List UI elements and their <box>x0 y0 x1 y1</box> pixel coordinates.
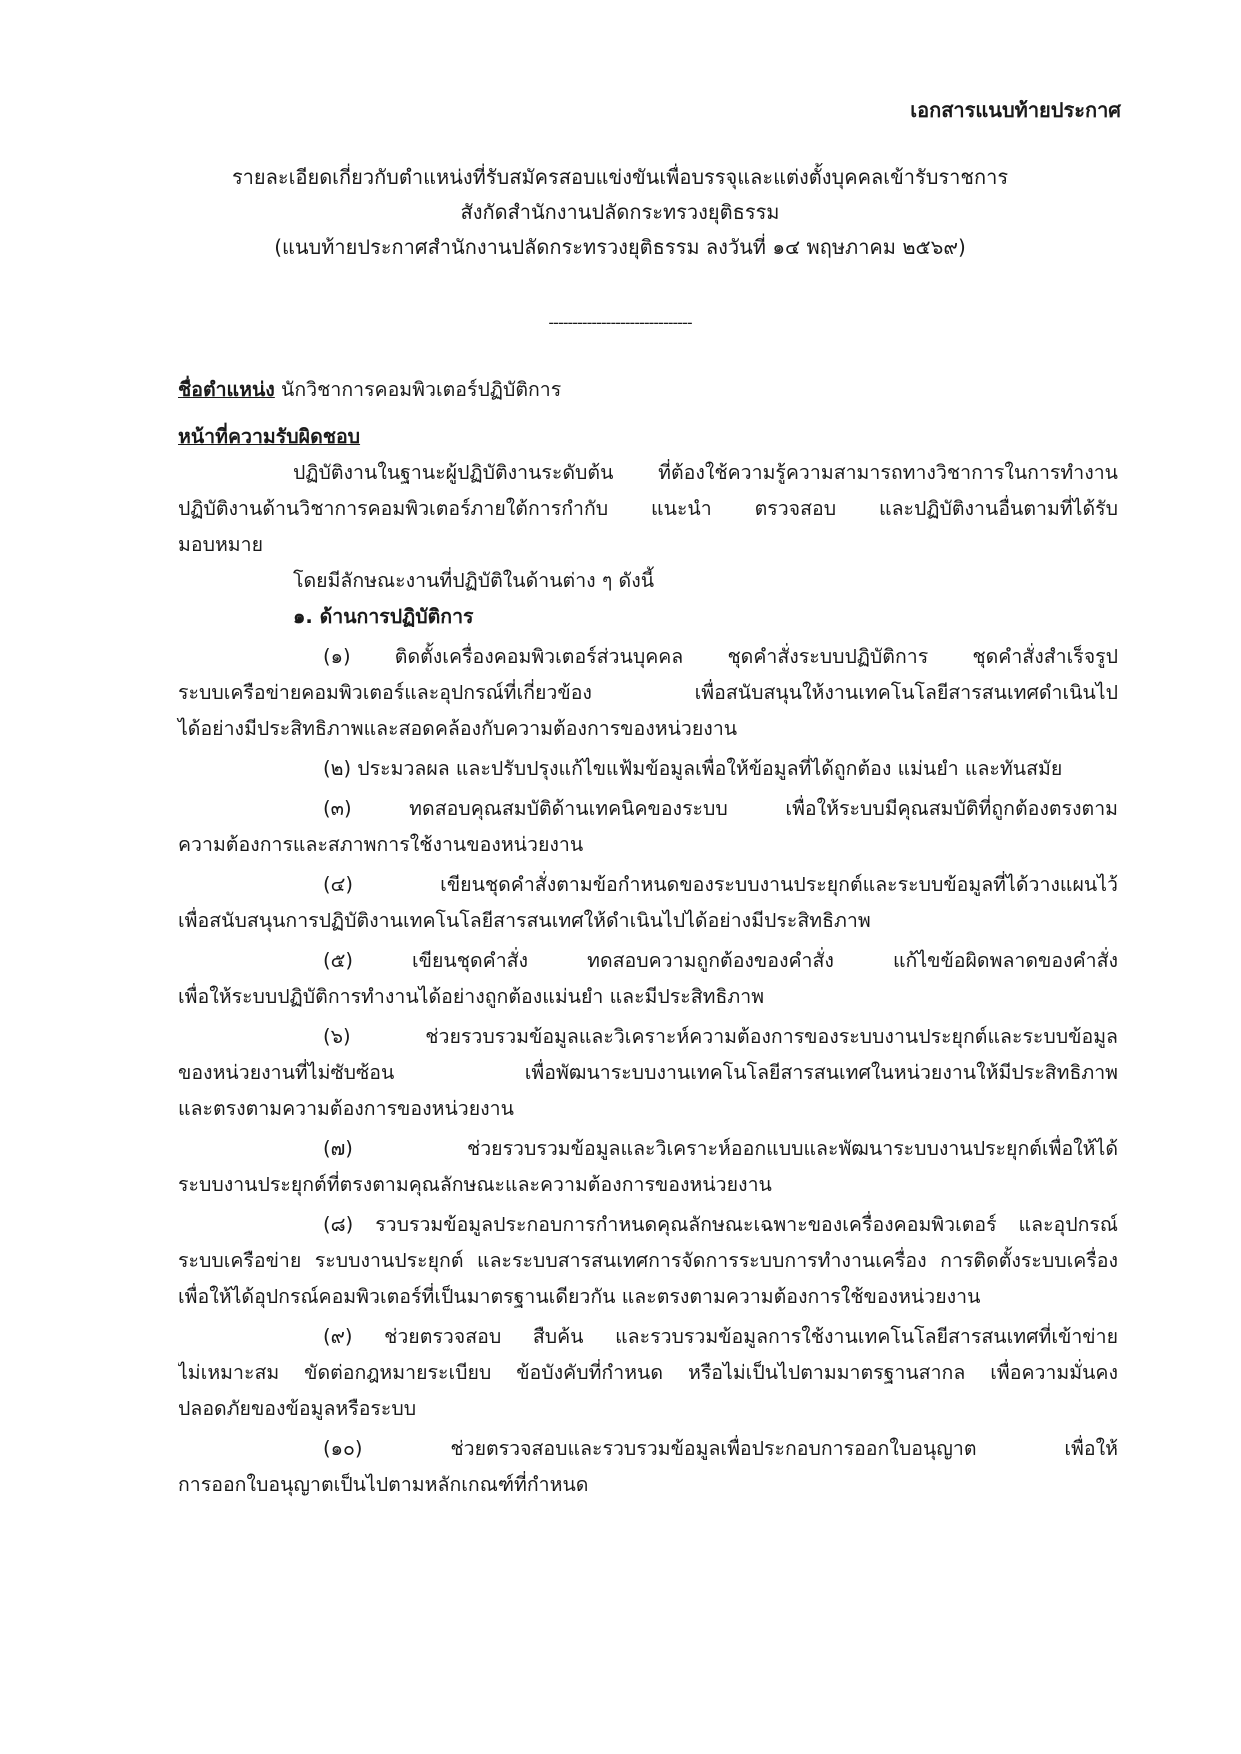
duty-line: ระบบเครือข่ายคอมพิวเตอร์และอุปกรณ์ที่เกี่ยวข้อง เพื่อสนับสนุนให้งานเทคโนโลยีสารสนเทศดำเนินไป <box>178 681 1118 704</box>
separator-line: ------------------------------ <box>548 313 692 332</box>
duty-item <box>178 943 1118 1015</box>
intro-line: ปฏิบัติงานในฐานะผู้ปฏิบัติงานระดับต้น ที่ต้องใช้ความรู้ความสามารถทางวิชาการในการทำงาน <box>293 461 1118 484</box>
duty-item <box>178 791 1118 863</box>
duty-line: ความต้องการและสภาพการใช้งานของหน่วยงาน <box>178 833 584 856</box>
duty-line: ปลอดภัยของข้อมูลหรือระบบ <box>178 1397 417 1420</box>
duty-line: เพื่อสนับสนุนการปฏิบัติงานเทคโนโลยีสารสนเทศให้ดำเนินไปได้อย่างมีประสิทธิภาพ <box>178 909 871 932</box>
position-label: ชื่อตำแหน่ง <box>178 378 275 401</box>
duty-item <box>178 1131 1118 1203</box>
position-name: นักวิชาการคอมพิวเตอร์ปฏิบัติการ <box>274 378 562 401</box>
duty-line: (๓) ทดสอบคุณสมบัติด้านเทคนิคของระบบ เพื่อให้ระบบมีคุณสมบัติที่ถูกต้องตรงตาม <box>323 797 1118 820</box>
duty-item <box>178 1431 1118 1503</box>
section-title: ๑. ด้านการปฏิบัติการ <box>293 605 474 628</box>
title-line-1: รายละเอียดเกี่ยวกับตำแหน่งที่รับสมัครสอบแข่งขันเพื่อบรรจุและแต่งตั้งบุคคลเข้ารับราชการ <box>231 165 1009 189</box>
duty-line: (๑) ติดตั้งเครื่องคอมพิวเตอร์ส่วนบุคคล ชุดคำสั่งระบบปฏิบัติการ ชุดคำสั่งสำเร็จรูป <box>323 645 1118 668</box>
duty-line: และตรงตามความต้องการของหน่วยงาน <box>178 1097 514 1120</box>
intro-line: ปฏิบัติงานด้านวิชาการคอมพิวเตอร์ภายใต้การกำกับ แนะนำ ตรวจสอบ และปฏิบัติงานอื่นตามที่ได้รับ <box>178 497 1118 520</box>
document-body <box>178 372 1118 1503</box>
duty-line: การออกใบอนุญาตเป็นไปตามหลักเกณฑ์ที่กำหนด <box>178 1473 589 1496</box>
duty-line: (๑๐) ช่วยตรวจสอบและรวบรวมข้อมูลเพื่อประกอบการออกใบอนุญาต เพื่อให้ <box>323 1437 1118 1460</box>
duty-item <box>178 867 1118 939</box>
duty-line: (๗) ช่วยรวบรวมข้อมูลและวิเคราะห์ออกแบบและพัฒนาระบบงานประยุกต์เพื่อให้ได้ <box>323 1137 1118 1160</box>
duty-line: ได้อย่างมีประสิทธิภาพและสอดคล้องกับความต้องการของหน่วยงาน <box>178 717 738 740</box>
duty-item <box>178 1019 1118 1127</box>
position-line <box>178 372 1118 408</box>
intro-line: มอบหมาย <box>178 533 264 556</box>
title-line-2: สังกัดสำนักงานปลัดกระทรวงยุติธรรม <box>460 200 780 224</box>
duty-item <box>178 1319 1118 1427</box>
duty-line: (๒) ประมวลผล และปรับปรุงแก้ไขแฟ้มข้อมูลเพื่อให้ข้อมูลที่ได้ถูกต้อง แม่นยำ และทันสมัย <box>323 757 1063 780</box>
duty-line: ระบบเครือข่าย ระบบงานประยุกต์ และระบบสารสนเทศการจัดการระบบการทำงานเครื่อง การติดตั้งระบบเครื่อง <box>178 1249 1118 1272</box>
document-title <box>120 160 1120 265</box>
duty-line: เพื่อให้ระบบปฏิบัติการทำงานได้อย่างถูกต้องแม่นยำ และมีประสิทธิภาพ <box>178 985 765 1008</box>
duty-line: (๘) รวบรวมข้อมูลประกอบการกำหนดคุณลักษณะเฉพาะของเครื่องคอมพิวเตอร์ และอุปกรณ์ <box>323 1213 1118 1236</box>
duty-line: ไม่เหมาะสม ขัดต่อกฎหมายระเบียบ ข้อบังคับที่กำหนด หรือไม่เป็นไปตามมาตรฐานสากล เพื่อความมั่นคง <box>178 1361 1118 1384</box>
duty-item <box>178 1207 1118 1315</box>
duties-heading: หน้าที่ความรับผิดชอบ <box>178 425 361 448</box>
title-line-3: (แนบท้ายประกาศสำนักงานปลัดกระทรวงยุติธรรม ลงวันที่ ๑๔ พฤษภาคม ๒๕๖๙) <box>274 235 966 259</box>
lead-sentence: โดยมีลักษณะงานที่ปฏิบัติในด้านต่าง ๆ ดังนี้ <box>293 569 655 592</box>
duty-line: (๔) เขียนชุดคำสั่งตามข้อกำหนดของระบบงานประยุกต์และระบบข้อมูลที่ได้วางแผนไว้ <box>323 873 1118 896</box>
duty-line: (๖) ช่วยรวบรวมข้อมูลและวิเคราะห์ความต้องการของระบบงานประยุกต์และระบบข้อมูล <box>323 1025 1118 1048</box>
duty-line: ของหน่วยงานที่ไม่ซับซ้อน เพื่อพัฒนาระบบงานเทคโนโลยีสารสนเทศในหน่วยงานให้มีประสิทธิภาพ <box>178 1061 1118 1084</box>
document-label: เอกสารแนบท้ายประกาศ <box>910 98 1121 122</box>
intro-paragraph <box>178 455 1118 563</box>
duty-item <box>178 639 1118 747</box>
duty-line: เพื่อให้ได้อุปกรณ์คอมพิวเตอร์ที่เป็นมาตรฐานเดียวกัน และตรงตามความต้องการใช้ของหน่วยงาน <box>178 1285 981 1308</box>
duty-line: (๙) ช่วยตรวจสอบ สืบค้น และรวบรวมข้อมูลการใช้งานเทคโนโลยีสารสนเทศที่เข้าข่าย <box>323 1325 1118 1348</box>
duty-item <box>178 751 1118 787</box>
duty-line: ระบบงานประยุกต์ที่ตรงตามคุณลักษณะและความต้องการของหน่วยงาน <box>178 1173 772 1196</box>
duty-line: (๕) เขียนชุดคำสั่ง ทดสอบความถูกต้องของคำสั่ง แก้ไขข้อผิดพลาดของคำสั่ง <box>323 949 1118 972</box>
